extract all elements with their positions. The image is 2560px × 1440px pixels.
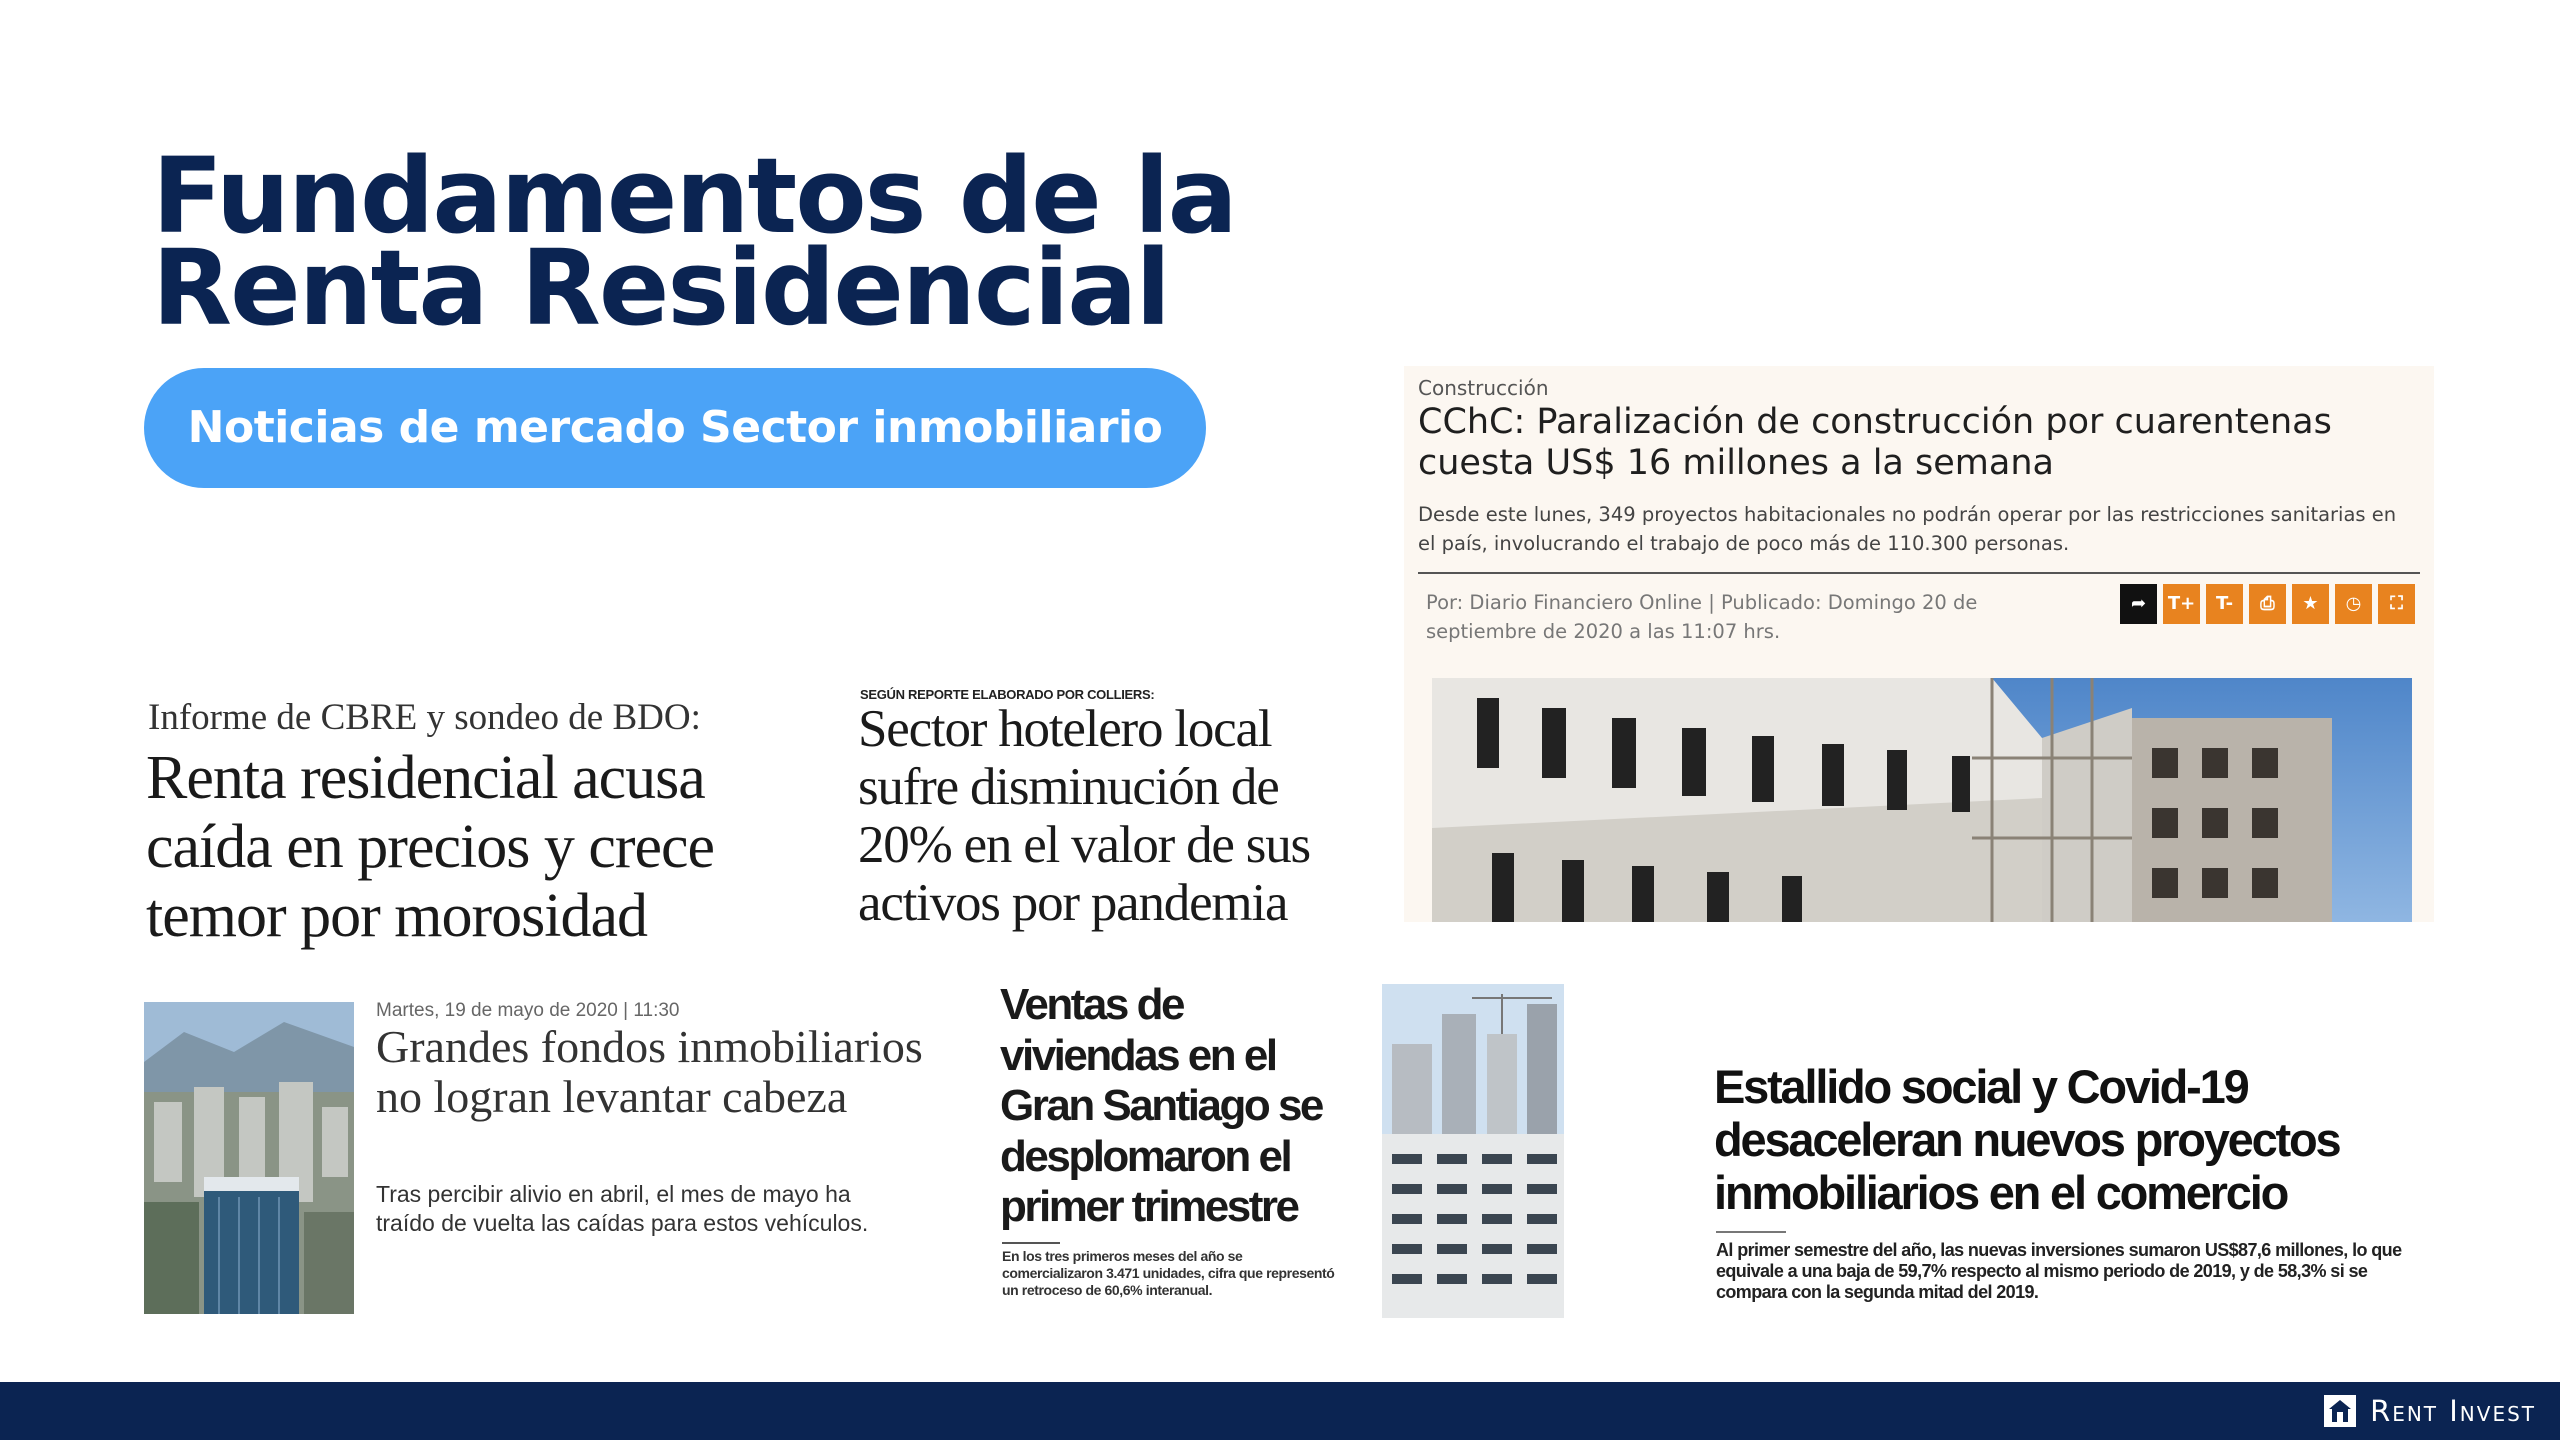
text-decrease-icon: T- — [2206, 584, 2243, 624]
clipping-headline: CChC: Paralización de construcción por cuarentenas cuesta US$ 16 millones a la semana — [1418, 402, 2332, 483]
clipping-kicker-hotelero: SEGÚN REPORTE ELABORADO POR COLLIERS: — [860, 687, 1155, 702]
text-increase-icon: T+ — [2163, 584, 2200, 624]
slide-title-line-2: Renta Residencial — [152, 227, 1170, 349]
clipping-divider-ventas — [1002, 1242, 1060, 1244]
clipping-headline-ventas: Ventas de viviendas en el Gran Santiago se desplomaron el primer trimestre — [1000, 980, 1322, 1231]
clipping-byline: Por: Diario Financiero Online | Publicado: Domingo 20 de septiembre de 2020 a las 11:07 hrs. — [1426, 591, 1978, 643]
brand-name: Rent Invest — [2370, 1394, 2536, 1428]
clipping-category: Construcción — [1418, 376, 1549, 400]
clipping-divider-estallido — [1716, 1231, 1786, 1233]
clipping-headline-cbre: Renta residencial acusa caída en precios y crece temor por morosidad — [146, 744, 715, 950]
clipping-divider — [1418, 572, 2420, 574]
slide-title-line-1: Fundamentos de la — [152, 135, 1236, 257]
clipping-lede-ventas: En los tres primeros meses del año se comercializaron 3.471 unidades, cifra que representó un retroceso de 60,6% interanual. — [1002, 1248, 1335, 1298]
brand-logo — [2324, 1392, 2536, 1430]
share-icon: ➦ — [2120, 584, 2157, 624]
section-pill: Noticias de mercado Sector inmobiliario — [144, 368, 1206, 488]
clock-icon: ◷ — [2335, 584, 2372, 624]
clipping-lede: Desde este lunes, 349 proyectos habitacionales no podrán operar por las restricciones sanitarias en el país, involucrando el trabajo de poco más de 110.300 personas. — [1418, 503, 2397, 555]
construction-photo — [1432, 678, 2412, 922]
apartment-towers-photo — [1382, 984, 1564, 1318]
clipping-date-fondos: Martes, 19 de mayo de 2020 | 11:30 — [376, 1000, 680, 1021]
slide-title — [152, 135, 1452, 349]
city-skyline-photo — [144, 1002, 354, 1314]
house-logo-icon — [2324, 1395, 2356, 1427]
footer-bar — [0, 1382, 2560, 1440]
fullscreen-icon: ⛶ — [2378, 584, 2415, 624]
clipping-headline-estallido: Estallido social y Covid-19 desaceleran nuevos proyectos inmobiliarios en el comercio — [1714, 1060, 2340, 1219]
clipping-lede-estallido: Al primer semestre del año, las nuevas inversiones sumaron US$87,6 millones, lo que equivale a una baja de 59,7% respecto al mismo periodo de 2019, y de 58,3% si se compara con la segunda mitad del 2019. — [1716, 1240, 2402, 1302]
print-icon: ⎙ — [2249, 584, 2286, 624]
clipping-lede-fondos: Tras percibir alivio en abril, el mes de mayo ha traído de vuelta las caídas para estos vehículos. — [376, 1181, 869, 1236]
clipping-kicker-cbre: Informe de CBRE y sondeo de BDO: — [148, 697, 701, 738]
article-toolbar — [2120, 584, 2415, 624]
clipping-headline-hotelero: Sector hotelero local sufre disminución de 20% en el valor de sus activos por pandemia — [858, 700, 1310, 932]
clipping-headline-fondos: Grandes fondos inmobiliarios no logran levantar cabeza — [376, 1021, 923, 1122]
star-icon: ★ — [2292, 584, 2329, 624]
news-clipping-cchc — [1404, 366, 2434, 922]
